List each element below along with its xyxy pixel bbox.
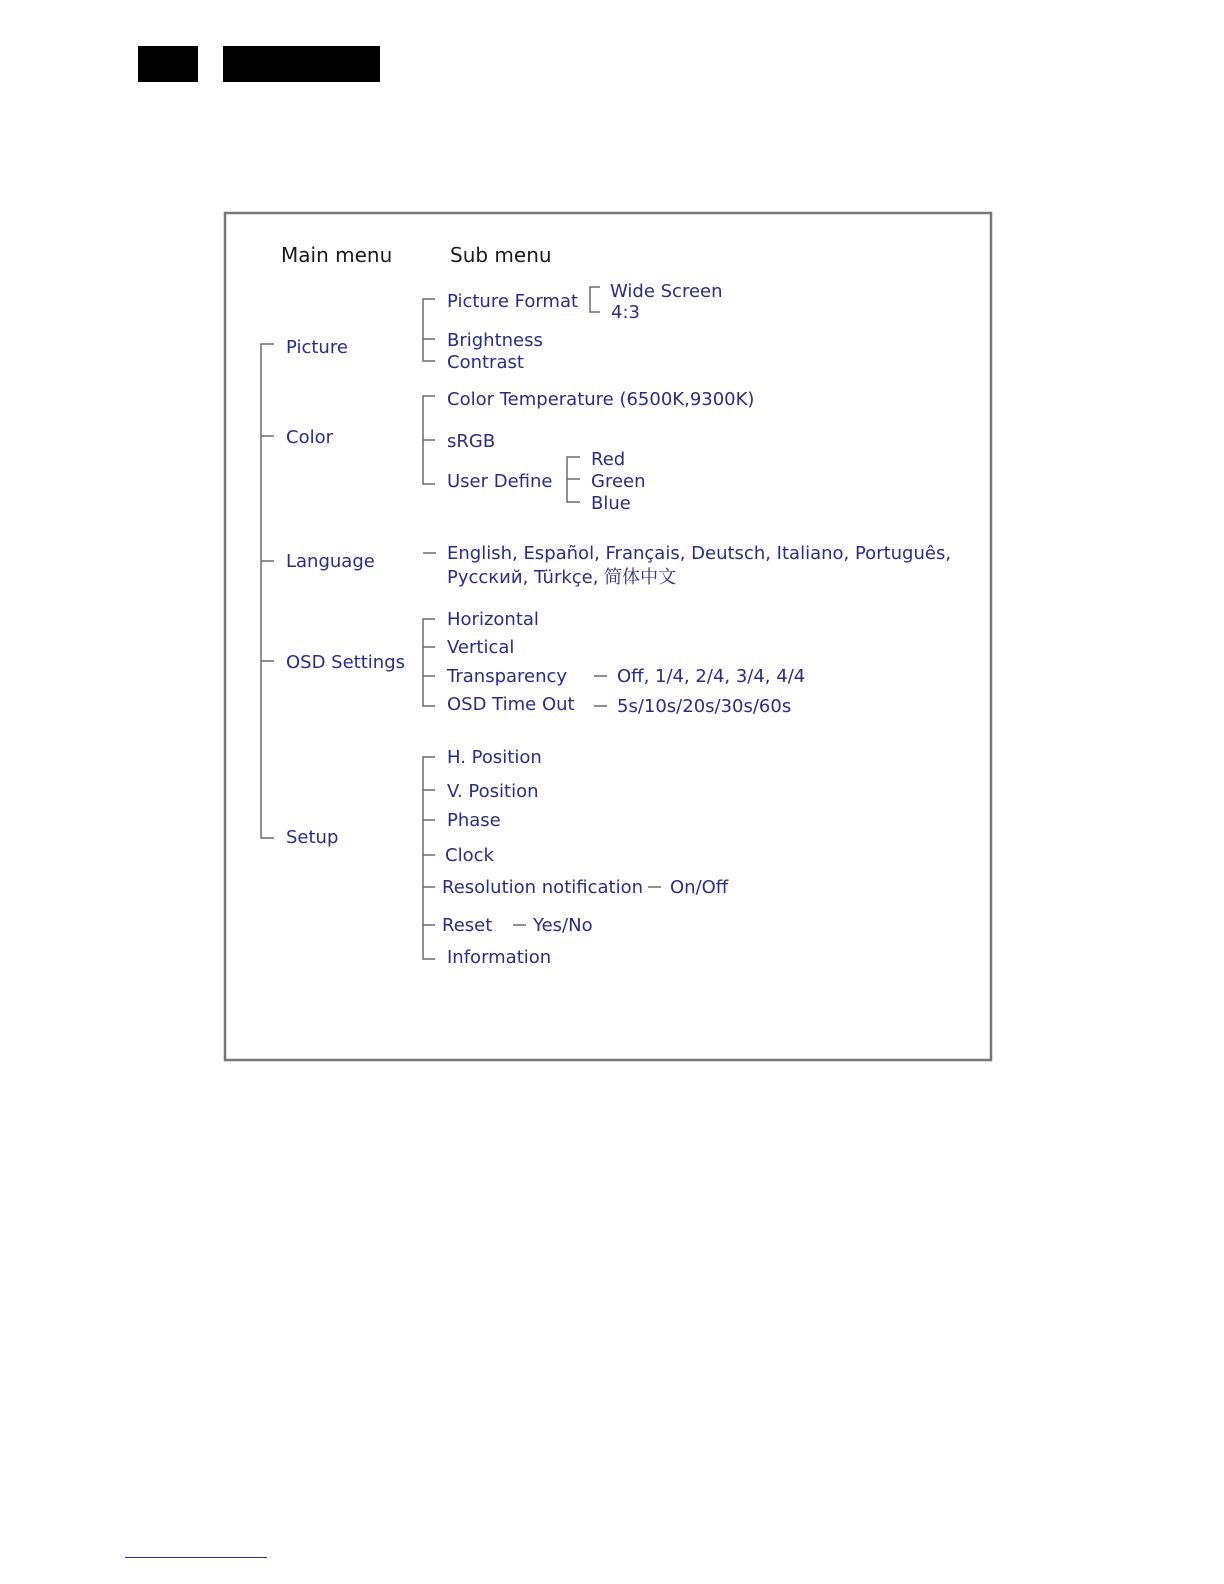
sub-item-clock: Clock bbox=[445, 845, 494, 866]
language-list-line-2: Русский, Türkçe, 简体中文 bbox=[447, 567, 677, 588]
main-item-language: Language bbox=[286, 551, 375, 572]
sub-item-user-define: User Define bbox=[447, 471, 553, 492]
option-4-3: 4:3 bbox=[611, 302, 640, 323]
sub-item-horizontal: Horizontal bbox=[447, 609, 539, 630]
sub-item-reset: Reset bbox=[442, 915, 493, 936]
sub-item-brightness: Brightness bbox=[447, 330, 543, 351]
sub-item-srgb: sRGB bbox=[447, 431, 496, 452]
footer-link-underline[interactable] bbox=[125, 1557, 267, 1558]
main-menu-connector bbox=[261, 344, 274, 838]
option-green: Green bbox=[591, 471, 646, 492]
header-main-menu: Main menu bbox=[281, 243, 393, 267]
sub-item-contrast: Contrast bbox=[447, 352, 524, 373]
sub-item-h-position: H. Position bbox=[447, 747, 542, 768]
main-item-setup: Setup bbox=[286, 827, 339, 848]
osd-time-out-values: 5s/10s/20s/30s/60s bbox=[617, 696, 792, 717]
sub-item-phase: Phase bbox=[447, 810, 501, 831]
language-list-line-1: English, Español, Français, Deutsch, Italiano, Português, bbox=[447, 543, 952, 564]
sub-item-information: Information bbox=[447, 947, 552, 968]
main-item-osd-settings: OSD Settings bbox=[286, 652, 406, 673]
option-blue: Blue bbox=[591, 493, 631, 514]
main-item-color: Color bbox=[286, 427, 333, 448]
sub-item-resolution-notification: Resolution notification bbox=[442, 877, 643, 898]
main-item-picture: Picture bbox=[286, 337, 348, 358]
sub-item-transparency: Transparency bbox=[447, 666, 568, 687]
option-red: Red bbox=[591, 449, 626, 470]
transparency-values: Off, 1/4, 2/4, 3/4, 4/4 bbox=[617, 666, 806, 687]
sub-item-v-position: V. Position bbox=[447, 781, 539, 802]
header-sub-menu: Sub menu bbox=[450, 243, 552, 267]
sub-item-vertical: Vertical bbox=[447, 637, 515, 658]
osd-connector bbox=[423, 619, 607, 706]
sub-item-picture-format: Picture Format bbox=[447, 291, 579, 312]
sub-item-color-temperature: Color Temperature (6500K,9300K) bbox=[447, 389, 755, 410]
reset-values: Yes/No bbox=[533, 915, 593, 936]
resolution-notification-values: On/Off bbox=[670, 877, 729, 898]
option-wide-screen: Wide Screen bbox=[610, 281, 723, 302]
sub-item-osd-time-out: OSD Time Out bbox=[447, 694, 575, 715]
